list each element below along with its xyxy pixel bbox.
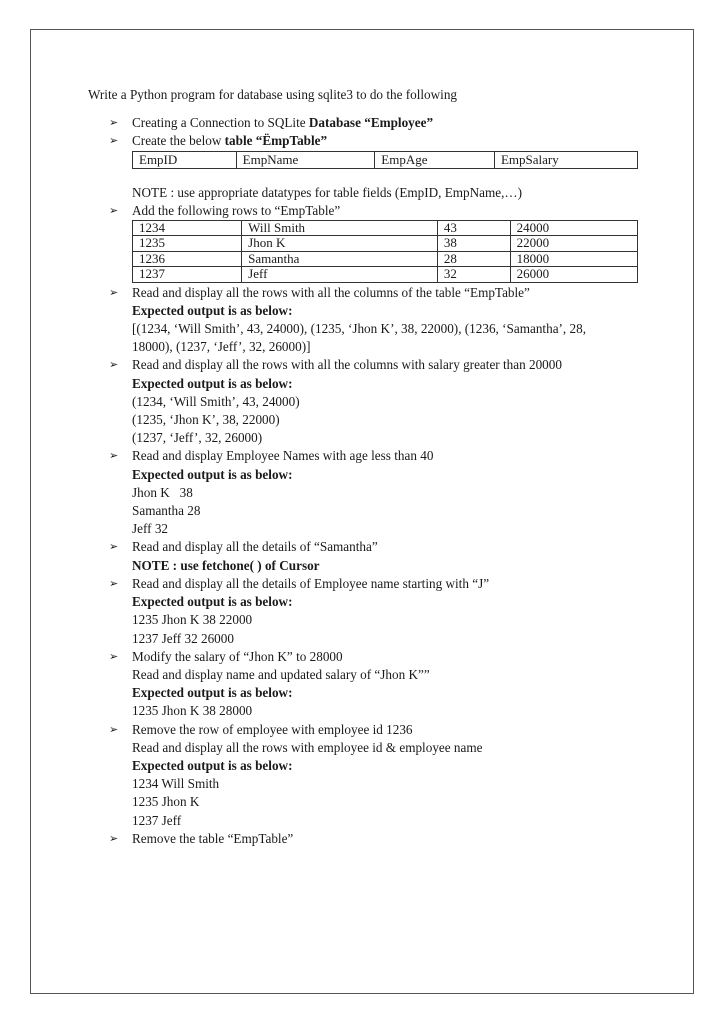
cell: 43 [437, 221, 510, 236]
list-item-read-all [88, 284, 648, 357]
output-line: 18000), (1237, ‘Jeff’, 32, 26000)] [132, 339, 311, 355]
header-cell: EmpName [236, 151, 375, 168]
output-line: (1237, ‘Jeff’, 32, 26000) [132, 430, 263, 446]
cell: Samantha [242, 251, 438, 266]
expected-label: Expected output is as below: [132, 466, 293, 482]
step1-bold: Database “Employee” [308, 115, 434, 131]
step1-text: Creating a Connection to SQLite [132, 115, 309, 131]
cell: 18000 [510, 251, 637, 266]
expected-label: Expected output is as below: [132, 685, 293, 701]
list-item-salary-filter [88, 356, 648, 447]
list-item-create-table [88, 132, 648, 201]
table-row [133, 267, 638, 282]
cell: 1235 [133, 236, 242, 251]
cell: 26000 [510, 267, 637, 282]
cell: 28 [437, 251, 510, 266]
output-line: (1234, ‘Will Smith’, 43, 24000) [132, 393, 300, 409]
list-item-modify-salary [88, 648, 648, 721]
output-line: (1235, ‘Jhon K’, 38, 22000) [132, 412, 280, 428]
arrow-bullet-icon: ➢ [109, 722, 119, 736]
step3-text: Add the following rows to “EmpTable” [132, 202, 341, 218]
header-cell: EmpSalary [494, 151, 637, 168]
output-line: Samantha 28 [132, 503, 201, 519]
step8-title: Read and display all the details of Employee name starting with “J” [132, 575, 490, 591]
arrow-bullet-icon: ➢ [109, 831, 119, 845]
expected-label: Expected output is as below: [132, 594, 293, 610]
list-item-connection [88, 114, 648, 132]
arrow-bullet-icon: ➢ [109, 203, 119, 217]
table-row [133, 236, 638, 251]
arrow-bullet-icon: ➢ [109, 134, 119, 148]
expected-label: Expected output is as below: [132, 375, 293, 391]
cell: Will Smith [242, 221, 438, 236]
step2-text: Create the below [132, 133, 225, 149]
step7-title: Read and display all the details of “Samantha” [132, 539, 378, 555]
cell: Jhon K [242, 236, 438, 251]
cell: 1234 [133, 221, 242, 236]
output-line: 1234 Will Smith [132, 776, 220, 792]
list-item-remove-row [88, 721, 648, 830]
rows-table [132, 220, 638, 283]
expected-label: Expected output is as below: [132, 757, 293, 773]
arrow-bullet-icon: ➢ [109, 358, 119, 372]
cell: 32 [437, 267, 510, 282]
arrow-bullet-icon: ➢ [109, 649, 119, 663]
list-item-add-rows [88, 202, 648, 283]
table-row [133, 221, 638, 236]
intro-text: Write a Python program for database using sqlite3 to do the following [88, 87, 458, 102]
output-line: 1235 Jhon K 38 22000 [132, 612, 253, 628]
cell: Jeff [242, 267, 438, 282]
output-line: 1235 Jhon K 38 28000 [132, 703, 253, 719]
expected-label: Expected output is as below: [132, 302, 293, 318]
step2-bold: table “ËmpTable” [224, 133, 328, 149]
datatype-note: NOTE : use appropriate datatypes for table fields (EmpID, EmpName,…) [132, 184, 523, 200]
arrow-bullet-icon: ➢ [109, 285, 119, 299]
output-line: 1235 Jhon K [132, 794, 200, 810]
task-list [88, 114, 648, 848]
output-line: 1237 Jeff 32 26000 [132, 630, 234, 646]
cell: 1237 [133, 267, 242, 282]
arrow-bullet-icon: ➢ [109, 116, 119, 130]
step4-title: Read and display all the rows with all the columns of the table “EmpTable” [132, 284, 530, 300]
cell: 38 [437, 236, 510, 251]
fetchone-note: NOTE : use fetchone( ) of Cursor [132, 557, 320, 573]
header-table-row [133, 151, 638, 168]
list-item-age-filter [88, 447, 648, 538]
spacer [132, 170, 648, 184]
step6-title: Read and display Employee Names with age less than 40 [132, 448, 434, 464]
header-cell: EmpID [133, 151, 237, 168]
step11-text: Remove the table “EmpTable” [132, 830, 294, 846]
list-item-remove-table [88, 830, 648, 848]
header-table [132, 151, 638, 169]
arrow-bullet-icon: ➢ [109, 540, 119, 554]
header-cell: EmpAge [375, 151, 495, 168]
document-body [88, 86, 648, 848]
step10-title: Remove the row of employee with employee id 1236 [132, 721, 413, 737]
step9-line2: Read and display name and updated salary of “Jhon K”” [132, 666, 430, 682]
table-row [133, 251, 638, 266]
output-line: Jhon K 38 [132, 484, 193, 500]
list-item-samantha [88, 538, 648, 574]
cell: 22000 [510, 236, 637, 251]
cell: 24000 [510, 221, 637, 236]
output-line: 1237 Jeff [132, 812, 182, 828]
list-item-name-starts-j [88, 575, 648, 648]
cell: 1236 [133, 251, 242, 266]
output-line: [(1234, ‘Will Smith’, 43, 24000), (1235, ‘Jhon K’, 38, 22000), (1236, ‘Samantha’, 28, [132, 321, 587, 337]
output-line: Jeff 32 [132, 521, 169, 537]
step10-line2: Read and display all the rows with employee id & employee name [132, 739, 483, 755]
step5-title: Read and display all the rows with all the columns with salary greater than 20000 [132, 357, 562, 373]
step9-title: Modify the salary of “Jhon K” to 28000 [132, 648, 343, 664]
arrow-bullet-icon: ➢ [109, 449, 119, 463]
arrow-bullet-icon: ➢ [109, 576, 119, 590]
